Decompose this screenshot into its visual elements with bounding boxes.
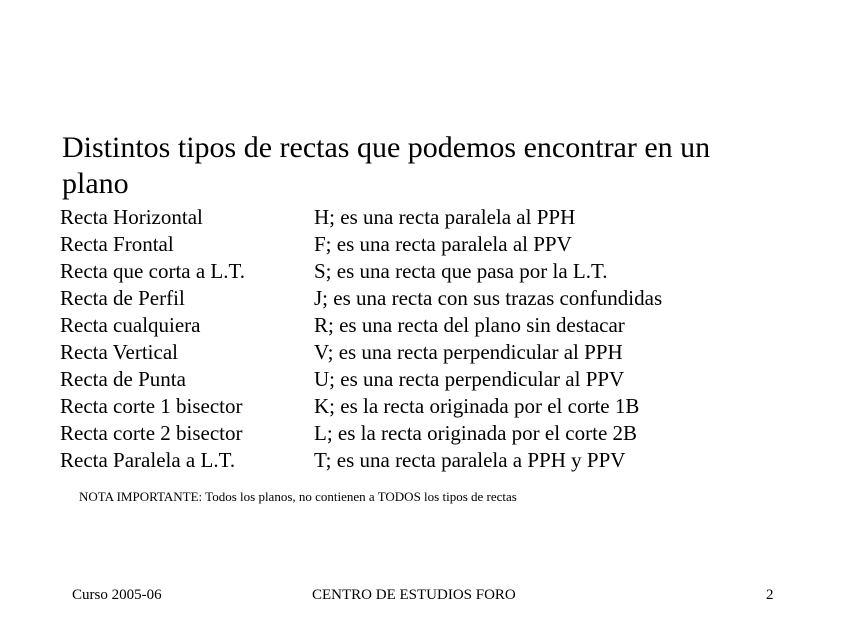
- list-item: [60, 231, 780, 258]
- line-type-description: K; es la recta originada por el corte 1B: [314, 394, 640, 418]
- line-type-name: Recta corte 1 bisector: [60, 394, 243, 418]
- list-item: [60, 258, 780, 285]
- line-type-name: Recta Vertical: [60, 340, 178, 364]
- line-type-description: H; es una recta paralela al PPH: [314, 205, 576, 229]
- list-item: [60, 285, 780, 312]
- list-item: [60, 339, 780, 366]
- footer-center-name: CENTRO DE ESTUDIOS FORO: [312, 587, 516, 603]
- line-type-description: U; es una recta perpendicular al PPV: [314, 367, 625, 391]
- line-type-name: Recta de Punta: [60, 367, 186, 391]
- page-number: 2: [766, 587, 774, 603]
- line-type-name: Recta Paralela a L.T.: [60, 448, 236, 472]
- line-type-description: S; es una recta que pasa por la L.T.: [314, 259, 608, 283]
- line-type-name: Recta Horizontal: [60, 205, 203, 229]
- line-type-name: Recta Frontal: [60, 232, 174, 256]
- line-type-description: T; es una recta paralela a PPH y PPV: [314, 448, 626, 472]
- line-type-description: F; es una recta paralela al PPV: [314, 232, 572, 256]
- line-type-name: Recta de Perfil: [60, 286, 185, 310]
- line-types-list: [60, 204, 780, 474]
- list-item: [60, 204, 780, 231]
- list-item: [60, 366, 780, 393]
- line-type-description: L; es la recta originada por el corte 2B: [314, 421, 638, 445]
- important-note: NOTA IMPORTANTE: Todos los planos, no contienen a TODOS los tipos de rectas: [79, 489, 517, 504]
- list-item: [60, 447, 780, 474]
- list-item: [60, 420, 780, 447]
- line-type-description: V; es una recta perpendicular al PPH: [314, 340, 623, 364]
- line-type-name: Recta corte 2 bisector: [60, 421, 243, 445]
- line-type-description: R; es una recta del plano sin destacar: [314, 313, 625, 337]
- line-type-name: Recta cualquiera: [60, 313, 201, 337]
- footer-course: Curso 2005-06: [72, 587, 162, 603]
- slide-title: Distintos tipos de rectas que podemos encontrar en un plano: [62, 131, 711, 200]
- line-type-description: J; es una recta con sus trazas confundidas: [314, 286, 663, 310]
- line-type-name: Recta que corta a L.T.: [60, 259, 246, 283]
- list-item: [60, 393, 780, 420]
- list-item: [60, 312, 780, 339]
